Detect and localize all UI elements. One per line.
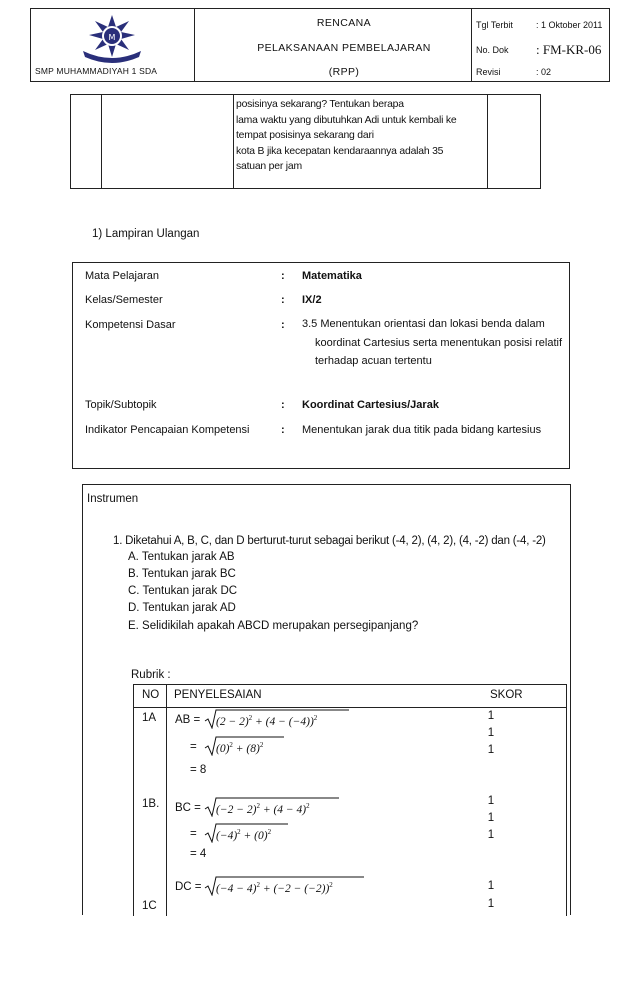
row-number: 1A bbox=[142, 712, 157, 724]
equation-label: DC = bbox=[175, 881, 202, 893]
sqrt-expression: $(2 - 2)^2 + (4 - (-4))^2$ bbox=[204, 709, 349, 729]
question-text: 1. Diketahui A, B, C, dan D berturut-turut sebagai berikut (-4, 2), (4, 2), (4, -2) dan (-4, -2) bbox=[113, 535, 546, 547]
question-option: D. Tentukan jarak AD bbox=[128, 602, 236, 614]
school-logo bbox=[79, 13, 145, 63]
equation bbox=[204, 876, 364, 896]
info-colon: : bbox=[281, 294, 285, 306]
sqrt-expression: $(-4 - 4)^2 + (-2 - (-2))^2$ bbox=[204, 876, 364, 896]
sqrt-expression: $(0)^2 + (8)^2$ bbox=[204, 736, 284, 756]
document-header bbox=[30, 8, 610, 82]
info-value: Koordinat Cartesius/Jarak bbox=[302, 399, 439, 411]
info-value: Matematika bbox=[302, 270, 362, 282]
info-colon: : bbox=[281, 424, 285, 436]
doc-title-line1: RENCANA bbox=[316, 17, 372, 29]
equals-sign: = bbox=[190, 828, 197, 840]
row-number: 1C bbox=[142, 900, 157, 912]
info-label: Topik/Subtopik bbox=[85, 399, 157, 411]
doc-title-line2: PELAKSANAAN PEMBELAJARAN bbox=[257, 42, 431, 54]
subject-info-box bbox=[72, 262, 570, 469]
question-option: E. Selidikilah apakah ABCD merupakan persegipanjang? bbox=[128, 620, 419, 632]
question-option: A. Tentukan jarak AB bbox=[128, 551, 235, 563]
score-value: 1 bbox=[487, 898, 495, 910]
previous-table-continuation bbox=[70, 94, 541, 189]
continuation-text bbox=[236, 97, 486, 175]
text-line: kota B jika kecepatan kendaraannya adalah 35 bbox=[236, 145, 444, 157]
doc-title-line3: (RPP) bbox=[328, 66, 360, 78]
kd-line: 3.5 Menentukan orientasi dan lokasi benda dalam bbox=[302, 318, 545, 330]
equation bbox=[204, 709, 349, 729]
section-heading: 1) Lampiran Ulangan bbox=[92, 228, 200, 240]
rubric-label: Rubrik : bbox=[131, 669, 171, 681]
info-label: Kelas/Semester bbox=[85, 294, 163, 306]
rubric-header-row bbox=[134, 685, 566, 708]
table-divider bbox=[233, 95, 234, 188]
info-value: Menentukan jarak dua titik pada bidang kartesius bbox=[302, 424, 542, 436]
sqrt-expression: $(-2 - 2)^2 + (4 - 4)^2$ bbox=[204, 797, 339, 817]
meta-date: Tgl Terbit : 1 Oktober 2011 bbox=[476, 20, 603, 30]
equation bbox=[204, 736, 284, 756]
text-line: tempat posisinya sekarang dari bbox=[236, 130, 374, 142]
table-divider bbox=[101, 95, 102, 188]
kd-line: koordinat Cartesius serta menentukan posisi relatif bbox=[315, 336, 563, 349]
instrument-box bbox=[82, 484, 571, 915]
meta-revision: Revisi : 02 bbox=[476, 67, 552, 77]
svg-text:M: M bbox=[108, 33, 116, 42]
text-line: lama waktu yang dibutuhkan Adi untuk kembali ke bbox=[236, 114, 457, 126]
score-value: 1 bbox=[487, 795, 495, 807]
equation-result: = 4 bbox=[190, 848, 207, 860]
kd-line: terhadap acuan tertentu bbox=[315, 355, 432, 367]
question-option: B. Tentukan jarak BC bbox=[128, 568, 236, 580]
row-number: 1B. bbox=[142, 798, 160, 810]
sqrt-expression: $(-4)^2 + (0)^2$ bbox=[204, 823, 288, 843]
equation-result: = 8 bbox=[190, 764, 207, 776]
info-value: IX/2 bbox=[302, 294, 322, 306]
equation bbox=[204, 797, 339, 817]
score-value: 1 bbox=[487, 880, 495, 892]
question-option: C. Tentukan jarak DC bbox=[128, 585, 238, 597]
info-colon: : bbox=[281, 399, 285, 411]
info-label: Indikator Pencapaian Kompetensi bbox=[85, 424, 250, 436]
instrument-heading: Instrumen bbox=[87, 493, 139, 505]
equation bbox=[204, 823, 288, 843]
score-value: 1 bbox=[487, 727, 495, 739]
score-value: 1 bbox=[487, 710, 495, 722]
meta-doc-no: No. Dok : FM-KR-06 bbox=[476, 42, 602, 57]
equals-sign: = bbox=[190, 741, 197, 753]
table-divider bbox=[166, 685, 167, 916]
text-line: posisinya sekarang? Tentukan berapa bbox=[236, 99, 404, 110]
school-name: SMP MUHAMMADIYAH 1 SDA bbox=[35, 66, 158, 76]
col-header-solution: PENYELESAIAN bbox=[174, 689, 262, 701]
table-divider bbox=[487, 95, 488, 188]
score-value: 1 bbox=[487, 812, 495, 824]
col-header-no: NO bbox=[142, 689, 160, 701]
info-value bbox=[302, 315, 572, 371]
col-header-score: SKOR bbox=[490, 689, 523, 701]
info-colon: : bbox=[281, 319, 285, 331]
equation-label: BC = bbox=[175, 802, 201, 814]
equation-label: AB = bbox=[175, 714, 201, 726]
score-value: 1 bbox=[487, 829, 495, 841]
info-label: Mata Pelajaran bbox=[85, 270, 159, 282]
rubric-table bbox=[133, 684, 567, 916]
score-value: 1 bbox=[487, 744, 495, 756]
info-label: Kompetensi Dasar bbox=[85, 319, 176, 331]
text-line: satuan per jam bbox=[236, 161, 302, 173]
info-colon: : bbox=[281, 270, 285, 282]
